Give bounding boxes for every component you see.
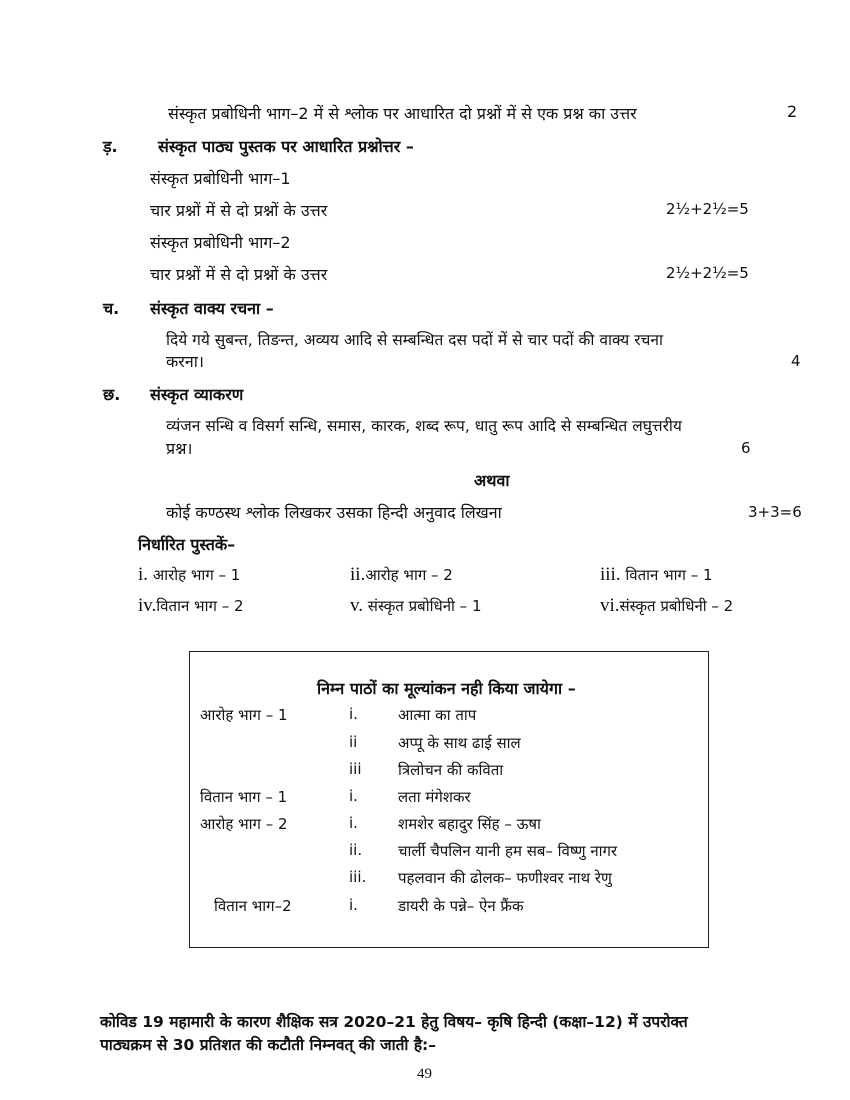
lesson-title: आत्मा का ताप xyxy=(398,706,477,724)
lesson-title: लता मंगेशकर xyxy=(398,788,471,806)
sub-heading: संस्कृत प्रबोधिनी भाग–1 xyxy=(150,169,291,188)
lesson-number: i. xyxy=(349,814,358,832)
lesson-number: i. xyxy=(349,896,358,914)
marks-value: 2½+2½=5 xyxy=(666,264,749,282)
paragraph-line: व्यंजन सन्धि व विसर्ग सन्धि, समास, कारक, शब्द रूप, धातु रूप आदि से सम्बन्धित लघुत्तरीय xyxy=(166,417,682,435)
books-heading: निर्धारित पुस्तकें– xyxy=(138,535,236,554)
question-line: चार प्रश्नों में से दो प्रश्नों के उत्तर xyxy=(150,265,328,284)
lesson-number: i. xyxy=(349,787,358,805)
section-label: ड़. xyxy=(103,137,118,156)
book-item: vi.संस्कृत प्रबोधिनी – 2 xyxy=(600,595,734,616)
lesson-title: अप्पू के साथ ढाई साल xyxy=(398,734,521,752)
marks-value: 4 xyxy=(791,352,801,370)
section-label: छ. xyxy=(103,385,121,404)
covid-note-line: पाठ्यक्रम से 30 प्रतिशत की कटौती निम्नवत् की जाती है:– xyxy=(100,1036,437,1054)
lesson-number: iii xyxy=(349,760,362,778)
page-number: 49 xyxy=(417,1066,432,1082)
book-name: वितान भाग–2 xyxy=(214,897,292,915)
lesson-number: ii. xyxy=(349,841,363,859)
marks-value: 2 xyxy=(787,102,798,121)
lesson-number: iii. xyxy=(349,868,367,886)
paragraph-line: प्रश्न। xyxy=(166,439,193,458)
shlok-line: कोई कण्ठस्थ श्लोक लिखकर उसका हिन्दी अनुवाद लिखना xyxy=(166,503,502,522)
box-title: निम्न पाठों का मूल्यांकन नही किया जायेगा – xyxy=(317,679,576,698)
paragraph-line: दिये गये सुबन्त, तिङन्त, अव्यय आदि से सम्बन्धित दस पदों में से चार पदों की वाक्य रचना xyxy=(166,331,664,349)
lesson-number: ii xyxy=(349,733,358,751)
book-item: ii.आरोह भाग – 2 xyxy=(350,564,453,585)
book-item: i. आरोह भाग – 1 xyxy=(138,564,241,585)
lesson-title: त्रिलोचन की कविता xyxy=(398,761,504,779)
lesson-title: चार्ली चैपलिन यानी हम सब– विष्णु नागर xyxy=(398,842,618,860)
section-heading: संस्कृत व्याकरण xyxy=(150,385,244,404)
section-heading: संस्कृत पाठ्य पुस्तक पर आधारित प्रश्नोत्तर – xyxy=(158,137,414,156)
question-line: चार प्रश्नों में से दो प्रश्नों के उत्तर xyxy=(150,201,328,220)
marks-value: 3+3=6 xyxy=(748,503,802,521)
lesson-number: i. xyxy=(349,705,358,723)
book-name: आरोह भाग – 2 xyxy=(200,815,288,833)
book-item: v. संस्कृत प्रबोधिनी – 1 xyxy=(350,595,482,616)
covid-note-line: कोविड 19 महामारी के कारण शैक्षिक सत्र 2020–21 हेतु विषय– कृषि हिन्दी (कक्षा–12) में उपरोक्त xyxy=(100,1013,688,1031)
lesson-title: डायरी के पन्ने– ऐन फ्रैंक xyxy=(398,897,524,915)
sanskrit-question-line: संस्कृत प्रबोधिनी भाग–2 में से श्लोक पर आधारित दो प्रश्नों में से एक प्रश्न का उत्तर xyxy=(168,104,637,123)
section-heading: संस्कृत वाक्य रचना – xyxy=(150,299,274,318)
book-name: वितान भाग – 1 xyxy=(200,788,288,806)
paragraph-line: करना। xyxy=(166,352,204,371)
book-name: आरोह भाग – 1 xyxy=(200,706,288,724)
book-item: iii. वितान भाग – 1 xyxy=(600,564,713,585)
sub-heading: संस्कृत प्रबोधिनी भाग–2 xyxy=(150,233,291,252)
marks-value: 6 xyxy=(741,439,751,457)
lesson-title: पहलवान की ढोलक– फणीश्वर नाथ रेणु xyxy=(398,869,612,887)
book-item: iv.वितान भाग – 2 xyxy=(138,595,244,616)
lesson-title: शमशेर बहादुर सिंह – ऊषा xyxy=(398,815,541,833)
section-label: च. xyxy=(103,299,120,318)
athva-divider: अथवा xyxy=(474,471,510,490)
marks-value: 2½+2½=5 xyxy=(666,200,749,218)
